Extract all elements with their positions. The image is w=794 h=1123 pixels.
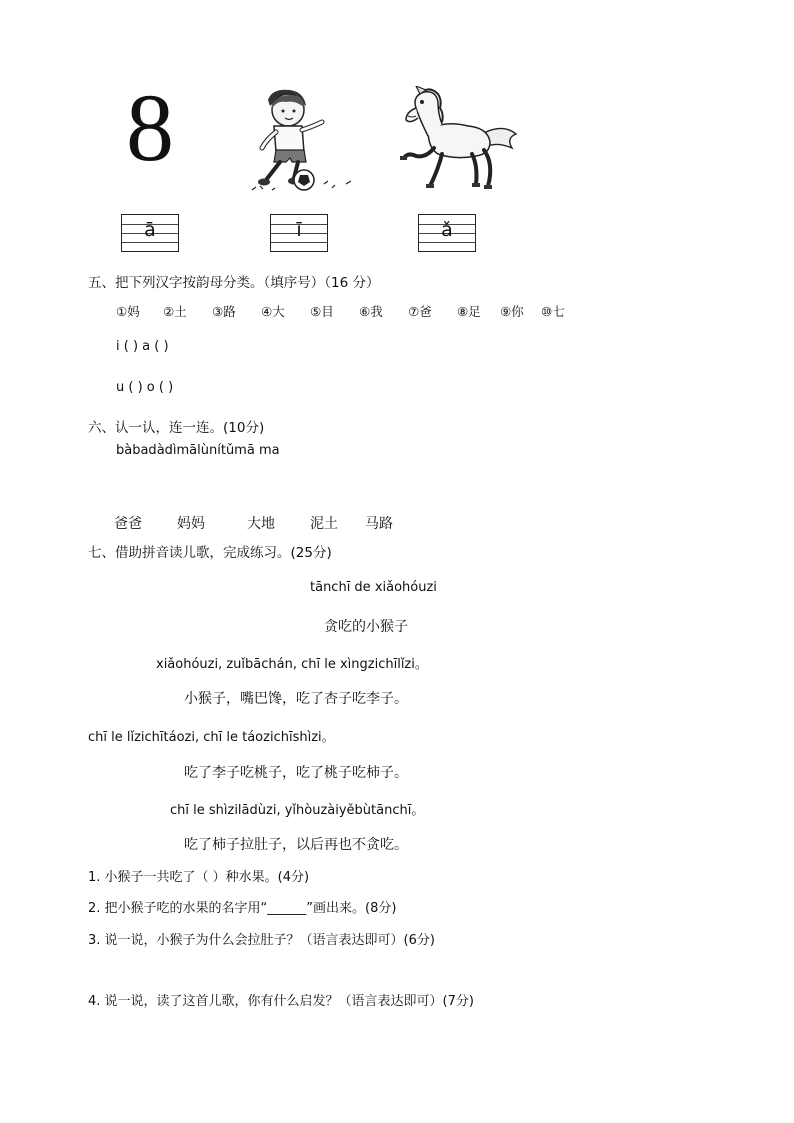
question-1: 1. 小猴子一共吃了（ ）种水果。(4分) [88, 870, 310, 885]
char-item: ⑥我 [359, 304, 383, 319]
pinyin-writing-box [270, 214, 328, 252]
horse-illustration [398, 86, 520, 194]
section-5-heading: 五、把下列汉字按韵母分类。（填序号）（16 分） [88, 275, 380, 291]
section-7-heading: 七、借助拼音读儿歌，完成练习。(25分) [88, 545, 332, 561]
pinyin-glyph: ǎ [441, 219, 453, 241]
pinyin-glyph: ā [144, 219, 156, 241]
pinyin-row: bàbadàdìmālùnítǔmā ma [116, 443, 280, 458]
word-item: 泥土 [310, 516, 338, 532]
question-4: 4. 说一说，读了这首儿歌，你有什么启发？（语言表达即可）(7分) [88, 994, 474, 1009]
poem-line: 小猴子，嘴巴馋，吃了杏子吃李子。 [184, 691, 408, 707]
pinyin-writing-box [121, 214, 179, 252]
poem-line-pinyin: xiǎohóuzi, zuǐbāchán, chī le xìngzichīlǐzi。 [156, 657, 428, 672]
boy-kicking-ball-illustration [250, 86, 360, 194]
word-item: 马路 [365, 516, 393, 532]
char-item: ①妈 [116, 304, 140, 319]
char-item: ⑨你 [500, 304, 524, 319]
pinyin-glyph: ī [296, 219, 302, 241]
question-3: 3. 说一说，小猴子为什么会拉肚子？（语言表达即可）(6分) [88, 933, 435, 948]
word-item: 爸爸 [114, 516, 142, 532]
char-item: ②土 [163, 304, 187, 319]
char-item: ⑦爸 [408, 304, 432, 319]
poem-line: 吃了柿子拉肚子，以后再也不贪吃。 [184, 837, 408, 853]
word-item: 妈妈 [177, 516, 205, 532]
pinyin-writing-box [418, 214, 476, 252]
vowel-category-line-1: i ( ) a ( ) [116, 339, 169, 354]
vowel-category-line-2: u ( ) o ( ) [116, 380, 174, 395]
char-item: ⑤目 [310, 304, 334, 319]
section-6-heading: 六、认一认，连一连。(10分) [88, 420, 265, 436]
big-number: 8 [126, 74, 174, 181]
question-2: 2. 把小猴子吃的水果的名字用“______”画出来。(8分) [88, 901, 397, 916]
poem-line-pinyin: chī le shìzilādùzi, yǐhòuzàiyěbùtānchī。 [170, 803, 425, 818]
word-item: 大地 [247, 516, 275, 532]
char-item: ③路 [212, 304, 236, 319]
char-item: ⑧足 [457, 304, 481, 319]
poem-title: 贪吃的小猴子 [324, 619, 408, 635]
poem-title-pinyin: tānchī de xiǎohóuzi [310, 580, 437, 595]
char-item: ⑩七 [541, 304, 565, 319]
char-item: ④大 [261, 304, 285, 319]
poem-line-pinyin: chī le lǐzichītáozi, chī le táozichīshìzi。 [88, 730, 335, 745]
poem-line: 吃了李子吃桃子，吃了桃子吃柿子。 [184, 765, 408, 781]
